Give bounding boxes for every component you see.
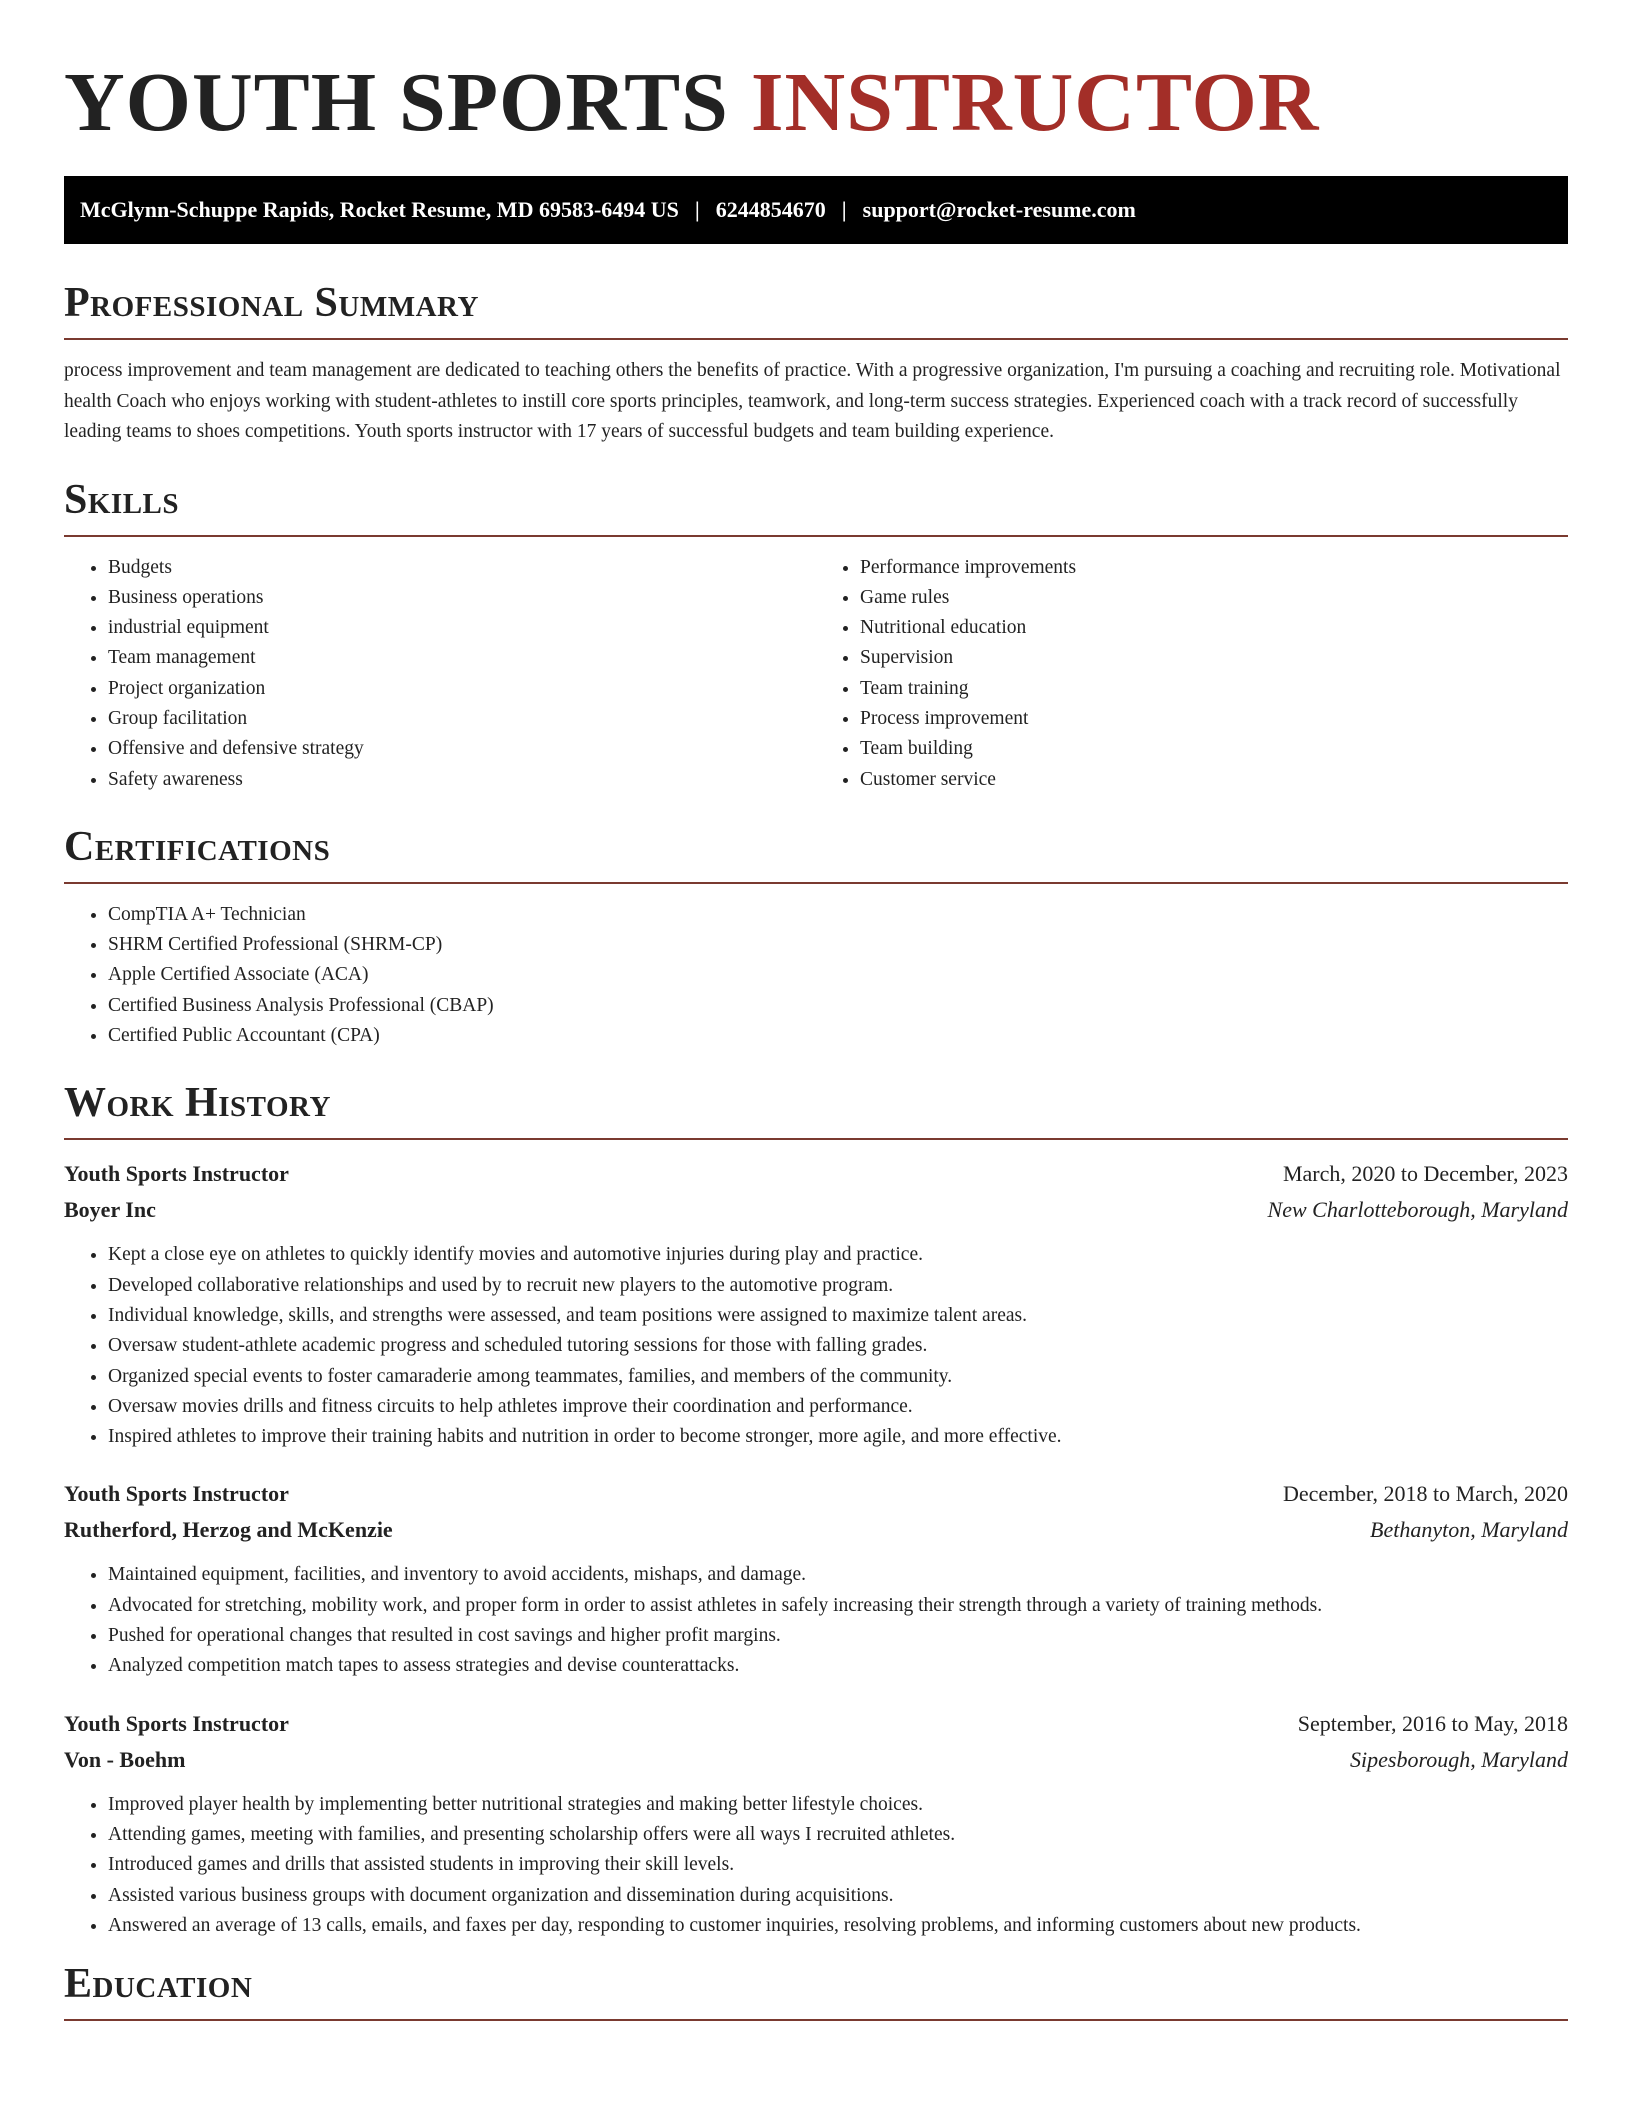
job-bullet: • Kept a close eye on athletes to quickly identify movies and automotive injuries during play and practice. — [108, 1240, 1568, 1270]
job-dates: March, 2020 to December, 2023 — [1282, 1161, 1568, 1187]
job-title: Youth Sports Instructor — [64, 1161, 289, 1187]
job-bullet: • Maintained equipment, facilities, and inventory to avoid accidents, mishaps, and damage. — [108, 1560, 1568, 1590]
skill-item: • Process improvement — [860, 704, 1568, 734]
job-bullet: • Advocated for stretching, mobility work, and proper form in order to assist athletes in safely increasing their strength through a variety of training methods. — [108, 1591, 1568, 1621]
job-company: Rutherford, Herzog and McKenzie — [64, 1517, 393, 1543]
skill-item: • Team building — [860, 734, 1568, 764]
skill-item: • Nutritional education — [860, 613, 1568, 643]
certification-item: • CompTIA A+ Technician — [108, 900, 1568, 930]
job-bullet: • Developed collaborative relationships and used by to recruit new players to the automotive program. — [108, 1271, 1568, 1301]
job-bullets — [64, 1790, 1568, 1941]
job-location: New Charlotteborough, Maryland — [1267, 1197, 1568, 1223]
skill-item: • Game rules — [860, 583, 1568, 613]
skills-list-left — [64, 553, 816, 795]
certification-item: • Certified Business Analysis Professional (CBAP) — [108, 991, 1568, 1021]
job-bullet: • Improved player health by implementing better nutritional strategies and making better lifestyle choices. — [108, 1790, 1568, 1820]
job-subheader — [64, 1742, 1568, 1778]
certifications-section — [64, 822, 1568, 1051]
job-company: Boyer Inc — [64, 1197, 156, 1223]
job-header — [64, 1156, 1568, 1192]
work-history-section — [64, 1078, 1568, 1941]
job-bullet: • Introduced games and drills that assisted students in improving their skill levels. — [108, 1850, 1568, 1880]
work-history-title: Work History — [64, 1080, 331, 1127]
job-location: Sipesborough, Maryland — [1350, 1746, 1568, 1772]
skill-item: • Performance improvements — [860, 553, 1568, 583]
job-subheader — [64, 1512, 1568, 1548]
name-first: YOUTH SPORTS — [64, 56, 729, 149]
job-bullet: • Individual knowledge, skills, and strengths were assessed, and team positions were assigned to maximize talent areas. — [108, 1301, 1568, 1331]
contact-phone: 6244854670 — [715, 197, 826, 222]
contact-bar — [64, 176, 1568, 244]
job-bullet: • Assisted various business groups with document organization and dissemination during acquisitions. — [108, 1881, 1568, 1911]
job-bullet: • Analyzed competition match tapes to assess strategies and devise counterattacks. — [108, 1651, 1568, 1681]
section-divider — [64, 882, 1568, 884]
skill-item: • Supervision — [860, 643, 1568, 673]
skill-item: • Group facilitation — [108, 704, 816, 734]
education-section — [64, 1959, 1568, 2021]
certifications-list — [64, 900, 1568, 1051]
section-divider — [64, 535, 1568, 537]
certification-item: • Certified Public Accountant (CPA) — [108, 1021, 1568, 1051]
skill-item: • Business operations — [108, 583, 816, 613]
skill-item: • Team training — [860, 674, 1568, 704]
job-dates: December, 2018 to March, 2020 — [1282, 1481, 1568, 1507]
skills-section — [64, 475, 1568, 795]
skill-item: • Offensive and defensive strategy — [108, 734, 816, 764]
job-subheader — [64, 1192, 1568, 1228]
job-bullet: • Answered an average of 13 calls, emails, and faxes per day, responding to customer inquiries, resolving problems, and informing customers about new products. — [108, 1911, 1568, 1941]
certifications-title: Certifications — [64, 823, 331, 870]
job-title: Youth Sports Instructor — [64, 1481, 289, 1507]
job-bullet: • Oversaw movies drills and fitness circuits to help athletes improve their coordination and performance. — [108, 1392, 1568, 1422]
job-title: Youth Sports Instructor — [64, 1710, 289, 1736]
summary-text: process improvement and team management are dedicated to teaching others the benefits of practice. With a progressive organization, I'm pursuing a coaching and recruiting role. Motivational health Coach who enjoys working with student-athletes to instill core sports principles, teamwork, and long-term success strategies. Experienced coach with a track record of successfully leading teams to shoes competitions. Youth sports instructor with 17 years of successful budgets and team building experience. — [64, 360, 1561, 442]
certification-item: • Apple Certified Associate (ACA) — [108, 960, 1568, 990]
skills-list-right — [816, 553, 1568, 795]
resume-name-heading — [64, 0, 1568, 148]
job-bullet: • Pushed for operational changes that resulted in cost savings and higher profit margins. — [108, 1621, 1568, 1651]
job-bullet: • Inspired athletes to improve their training habits and nutrition in order to become stronger, more agile, and more effective. — [108, 1422, 1568, 1452]
skill-item: • industrial equipment — [108, 613, 816, 643]
job-entry — [64, 1476, 1568, 1681]
education-title: Education — [64, 1961, 253, 2008]
job-bullet: • Attending games, meeting with families, and presenting scholarship offers were all ways I recruited athletes. — [108, 1820, 1568, 1850]
certification-item: • SHRM Certified Professional (SHRM-CP) — [108, 930, 1568, 960]
contact-separator: | — [841, 197, 847, 222]
section-divider — [64, 2019, 1568, 2021]
skill-item: • Project organization — [108, 674, 816, 704]
job-bullets — [64, 1240, 1568, 1452]
name-last: INSTRUCTOR — [750, 56, 1320, 149]
skills-columns — [64, 553, 1568, 795]
job-entry — [64, 1156, 1568, 1452]
job-bullet: • Organized special events to foster camaraderie among teammates, families, and members of the community. — [108, 1362, 1568, 1392]
skill-item: • Team management — [108, 643, 816, 673]
job-bullets — [64, 1560, 1568, 1681]
job-dates: September, 2016 to May, 2018 — [1297, 1710, 1568, 1736]
contact-separator: | — [694, 197, 700, 222]
contact-email: support@rocket-resume.com — [862, 197, 1136, 222]
job-header — [64, 1706, 1568, 1742]
contact-address: McGlynn-Schuppe Rapids, Rocket Resume, MD 69583-6494 US — [80, 197, 679, 222]
section-divider — [64, 338, 1568, 340]
job-entry — [64, 1706, 1568, 1941]
section-divider — [64, 1138, 1568, 1140]
skills-title: Skills — [64, 476, 180, 523]
summary-section — [64, 278, 1568, 448]
job-location: Bethanyton, Maryland — [1370, 1517, 1568, 1543]
summary-title: Professional Summary — [64, 280, 479, 326]
job-header — [64, 1476, 1568, 1512]
skill-item: • Safety awareness — [108, 765, 816, 795]
job-bullet: • Oversaw student-athlete academic progress and scheduled tutoring sessions for those with falling grades. — [108, 1331, 1568, 1361]
skill-item: • Budgets — [108, 553, 816, 583]
job-company: Von - Boehm — [64, 1746, 186, 1772]
skill-item: • Customer service — [860, 765, 1568, 795]
